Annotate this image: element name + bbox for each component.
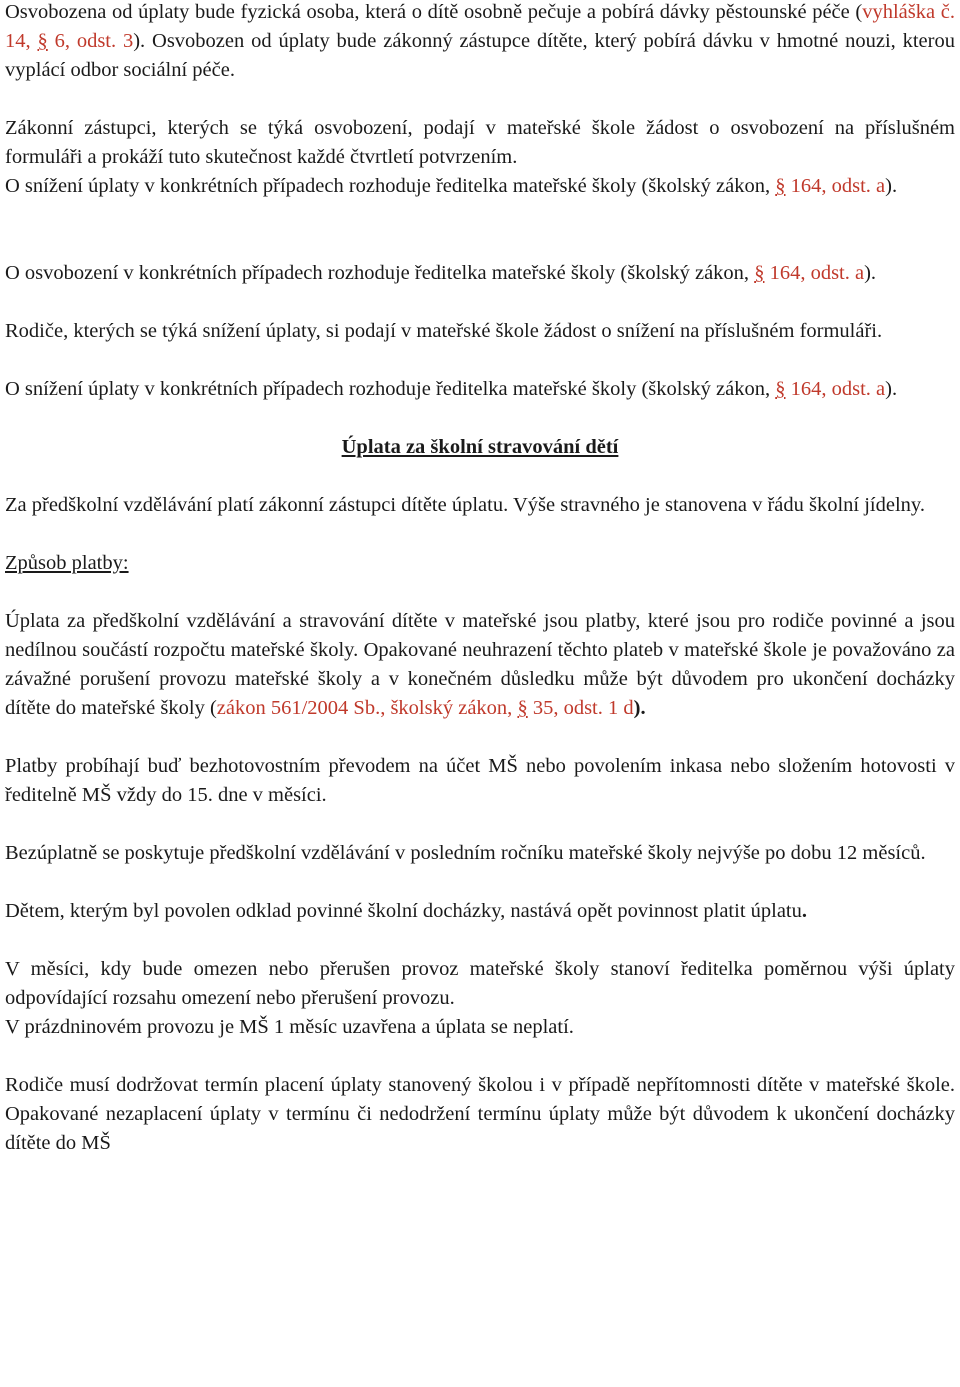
section-symbol: § xyxy=(37,30,48,52)
section-symbol: § xyxy=(517,697,528,719)
payment-method-label: Způsob platby: xyxy=(5,552,129,574)
decree-reference: vyhláška č. 14, xyxy=(5,1,955,52)
paragraph-meals-fee: Za předškolní vzdělávání platí zákonní zástupci dítěte úplatu. Výše stravného je stanovena v řádu školní jídelny. xyxy=(5,494,925,516)
paragraph-deferral: Dětem, kterým byl povolen odklad povinné školní docházky, nastává opět povinnost platit úplatu. xyxy=(5,900,808,922)
paragraph-free-education: Bezúplatně se poskytuje předškolní vzdělávání v posledním ročníku mateřské školy nejvýše po dobu 12 měsíců. xyxy=(5,842,926,864)
paragraph-application: Zákonní zástupci, kterých se týká osvobození, podají v mateřské škole žádost o osvobození na příslušném formuláři a prokáží tuto skutečnost každé čtvrtletí potvrzením. O snížení úplaty v konkrétních případech rozhoduje ředitelka mateřské školy (školský zákon, § 164, odst. a). xyxy=(5,117,955,197)
paragraph-payment-obligation: Úplata za předškolní vzdělávání a stravování dítěte v mateřské jsou platby, které jsou pro rodiče povinné a jsou nedílnou součástí rozpočtu mateřské školy. Opakované neuhrazení těchto plateb v mateřské škole je považováno za závažné porušení provozu mateřské školy a v konečném důsledku může být důvodem pro ukončení docházky dítěte do mateřské školy (zákon 561/2004 Sb., školský zákon, § 35, odst. 1 d). xyxy=(5,610,955,719)
section-symbol: § xyxy=(754,262,765,284)
section-reference: 164, odst. a xyxy=(764,262,865,284)
paragraph-reduction-decision: O snížení úplaty v konkrétních případech rozhoduje ředitelka mateřské školy (školský zákon, § 164, odst. a). xyxy=(5,378,898,400)
paragraph-payment-methods: Platby probíhají buď bezhotovostním převodem na účet MŠ nebo povolením inkasa nebo složením hotovosti v ředitelně MŠ vždy do 15. dne v měsíci. xyxy=(5,755,955,806)
paragraph-payment-deadline: Rodiče musí dodržovat termín placení úplaty stanovený školou i v případě nepřítomnosti dítěte v mateřské škole. Opakované nezaplacení úplaty v termínu či nedodržení termínu úplaty může být důvodem k ukončení docházky dítěte do MŠ xyxy=(5,1074,955,1154)
paragraph-reduction-application: Rodiče, kterých se týká snížení úplaty, si podají v mateřské škole žádost o snížení na příslušném formuláři. xyxy=(5,320,883,342)
section-reference: 164, odst. a xyxy=(785,378,886,400)
paragraph-exemption-decision: O osvobození v konkrétních případech rozhoduje ředitelka mateřské školy (školský zákon, § 164, odst. a). xyxy=(5,262,877,284)
law-reference: zákon 561/2004 Sb. xyxy=(216,697,381,719)
section-symbol: § xyxy=(775,175,786,197)
section-reference: 164, odst. a xyxy=(785,175,886,197)
section-reference: 6, odst. 3 xyxy=(47,30,134,52)
section-heading: Úplata za školní stravování dětí xyxy=(341,436,619,458)
section-symbol: § xyxy=(775,378,786,400)
document-page xyxy=(5,0,955,1158)
paragraph-exemption: Osvobozena od úplaty bude fyzická osoba, která o dítě osobně pečuje a pobírá dávky pěstounské péče (vyhláška č. 14, § 6, odst. 3). Osvobozen od úplaty bude zákonný zástupce dítěte, který pobírá dávku v hmotné nouzi, kterou vyplácí odbor sociální péče. xyxy=(5,1,955,81)
paragraph-limited-operation: V měsíci, kdy bude omezen nebo přerušen provoz mateřské školy stanoví ředitelka poměrnou výši úplaty odpovídající rozsahu omezení nebo přerušení provozu. V prázdninovém provozu je MŠ 1 měsíc uzavřena a úplata se neplatí. xyxy=(5,958,955,1038)
section-reference: 35, odst. 1 d xyxy=(527,697,634,719)
